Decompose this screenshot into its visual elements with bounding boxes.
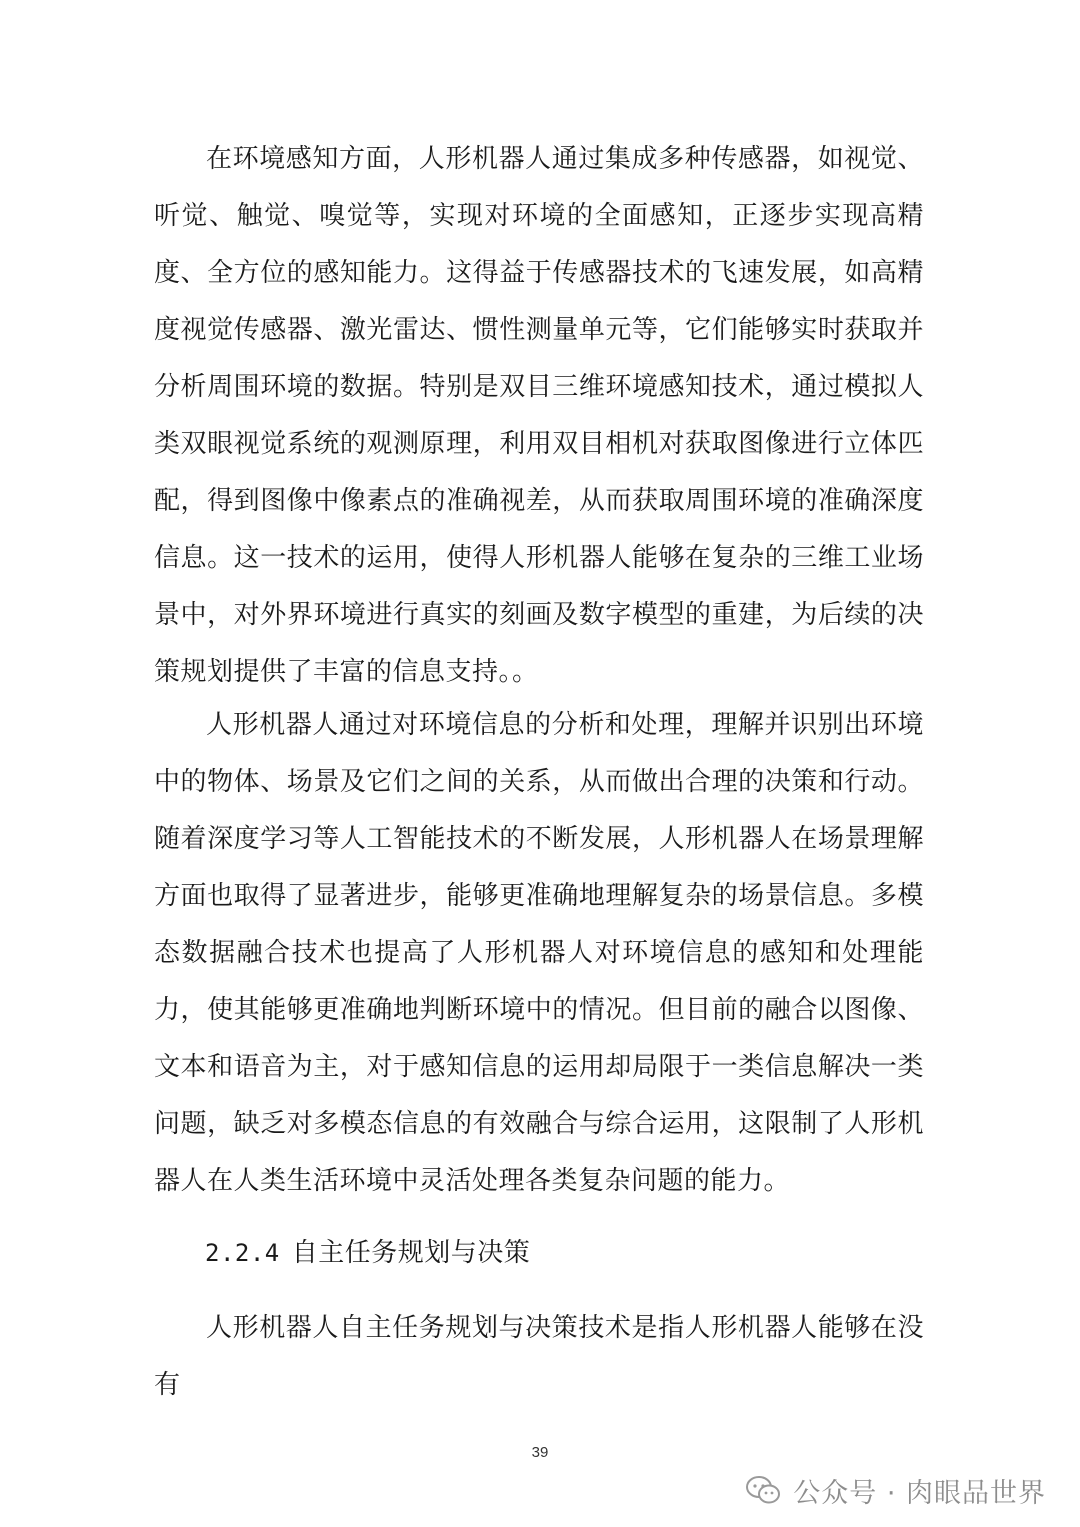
- paragraph-scene-understanding: 人形机器人通过对环境信息的分析和处理，理解并识别出环境中的物体、场景及它们之间的关系，从而做出合理的决策和行动。随着深度学习等人工智能技术的不断发展，人形机器人在场景理解方面也取得了显著进步，能够更准确地理解复杂的场景信息。多模态数据融合技术也提高了人形机器人对环境信息的感知和处理能力，使其能够更准确地判断环境中的情况。但目前的融合以图像、文本和语音为主，对于感知信息的运用却局限于一类信息解决一类问题，缺乏对多模态信息的有效融合与综合运用，这限制了人形机器人在人类生活环境中灵活处理各类复杂问题的能力。: [154, 710, 924, 1196]
- page-number: 39: [531, 1444, 549, 1461]
- watermark-text: 公众号 · 肉眼品世界: [793, 1477, 1046, 1509]
- section-heading: [205, 1225, 530, 1282]
- section-title: 自主任务规划与决策: [291, 1238, 531, 1268]
- section-number: 2.2.4: [205, 1239, 280, 1267]
- paragraph-environment-perception: 在环境感知方面，人形机器人通过集成多种传感器，如视觉、听觉、触觉、嗅觉等，实现对环境的全面感知，正逐步实现高精度、全方位的感知能力。这得益于传感器技术的飞速发展，如高精度视觉传感器、激光雷达、惯性测量单元等，它们能够实时获取并分析周围环境的数据。特别是双目三维环境感知技术，通过模拟人类双眼视觉系统的观测原理，利用双目相机对获取图像进行立体匹配，得到图像中像素点的准确视差，从而获取周围环境的准确深度信息。这一技术的运用，使得人形机器人能够在复杂的三维工业场景中，对外界环境进行真实的刻画及数字模型的重建，为后续的决策规划提供了丰富的信息支持。。: [154, 144, 924, 687]
- wechat-icon: [745, 1475, 781, 1505]
- watermark: [745, 1470, 1046, 1510]
- paragraph-task-planning: 人形机器人自主任务规划与决策技术是指人形机器人能够在没有: [154, 1313, 924, 1400]
